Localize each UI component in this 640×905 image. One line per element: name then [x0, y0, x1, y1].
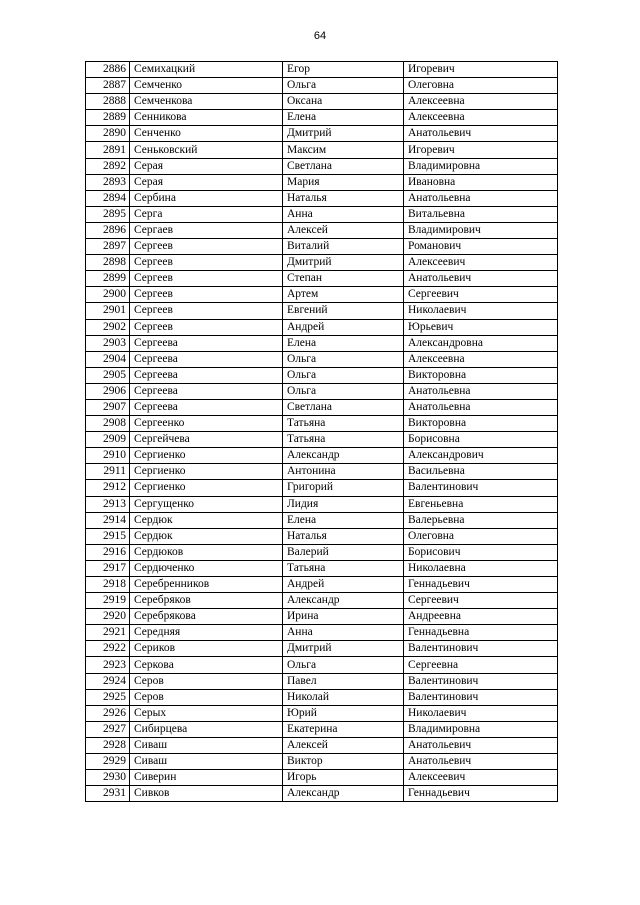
first-name-cell: Игорь: [283, 770, 404, 786]
patronymic-cell: Владимировна: [404, 158, 558, 174]
row-number-cell: 2905: [86, 367, 130, 383]
last-name-cell: Серебренников: [130, 577, 283, 593]
table-row: [86, 335, 558, 351]
first-name-cell: Ольга: [283, 367, 404, 383]
patronymic-cell: Олеговна: [404, 78, 558, 94]
last-name-cell: Серая: [130, 158, 283, 174]
row-number-cell: 2917: [86, 560, 130, 576]
row-number-cell: 2897: [86, 239, 130, 255]
last-name-cell: Сергейчева: [130, 432, 283, 448]
patronymic-cell: Борисовна: [404, 432, 558, 448]
first-name-cell: Максим: [283, 142, 404, 158]
last-name-cell: Сердюченко: [130, 560, 283, 576]
patronymic-cell: Алексеевич: [404, 255, 558, 271]
row-number-cell: 2903: [86, 335, 130, 351]
patronymic-cell: Николаевна: [404, 560, 558, 576]
row-number-cell: 2911: [86, 464, 130, 480]
table-row: [86, 754, 558, 770]
first-name-cell: Павел: [283, 673, 404, 689]
row-number-cell: 2930: [86, 770, 130, 786]
row-number-cell: 2919: [86, 593, 130, 609]
table-row: [86, 222, 558, 238]
first-name-cell: Николай: [283, 689, 404, 705]
first-name-cell: Антонина: [283, 464, 404, 480]
row-number-cell: 2915: [86, 528, 130, 544]
first-name-cell: Ольга: [283, 657, 404, 673]
patronymic-cell: Алексеевна: [404, 351, 558, 367]
last-name-cell: Серебряков: [130, 593, 283, 609]
last-name-cell: Семихацкий: [130, 62, 283, 78]
table-row: [86, 62, 558, 78]
table-row: [86, 351, 558, 367]
last-name-cell: Сергеева: [130, 399, 283, 415]
row-number-cell: 2926: [86, 705, 130, 721]
first-name-cell: Алексей: [283, 737, 404, 753]
first-name-cell: Андрей: [283, 577, 404, 593]
row-number-cell: 2912: [86, 480, 130, 496]
row-number-cell: 2929: [86, 754, 130, 770]
patronymic-cell: Валентинович: [404, 641, 558, 657]
first-name-cell: Лидия: [283, 496, 404, 512]
last-name-cell: Сивков: [130, 786, 283, 802]
row-number-cell: 2892: [86, 158, 130, 174]
patronymic-cell: Анатольевич: [404, 126, 558, 142]
last-name-cell: Семченкова: [130, 94, 283, 110]
row-number-cell: 2893: [86, 174, 130, 190]
table-row: [86, 512, 558, 528]
table-row: [86, 271, 558, 287]
patronymic-cell: Николаевич: [404, 303, 558, 319]
first-name-cell: Светлана: [283, 399, 404, 415]
patronymic-cell: Анатольевна: [404, 383, 558, 399]
table-row: [86, 303, 558, 319]
table-row: [86, 625, 558, 641]
table-row: [86, 673, 558, 689]
patronymic-cell: Валентинович: [404, 673, 558, 689]
row-number-cell: 2899: [86, 271, 130, 287]
last-name-cell: Сердюк: [130, 528, 283, 544]
last-name-cell: Сердюк: [130, 512, 283, 528]
first-name-cell: Дмитрий: [283, 641, 404, 657]
first-name-cell: Александр: [283, 448, 404, 464]
first-name-cell: Дмитрий: [283, 126, 404, 142]
first-name-cell: Дмитрий: [283, 255, 404, 271]
table-row: [86, 448, 558, 464]
table-row: [86, 641, 558, 657]
patronymic-cell: Игоревич: [404, 62, 558, 78]
last-name-cell: Сергеенко: [130, 416, 283, 432]
first-name-cell: Анна: [283, 206, 404, 222]
last-name-cell: Сергеев: [130, 303, 283, 319]
first-name-cell: Светлана: [283, 158, 404, 174]
row-number-cell: 2928: [86, 737, 130, 753]
last-name-cell: Серая: [130, 174, 283, 190]
table-row: [86, 432, 558, 448]
last-name-cell: Серкова: [130, 657, 283, 673]
last-name-cell: Сиваш: [130, 737, 283, 753]
first-name-cell: Екатерина: [283, 721, 404, 737]
patronymic-cell: Геннадьевич: [404, 786, 558, 802]
last-name-cell: Сенникова: [130, 110, 283, 126]
row-number-cell: 2888: [86, 94, 130, 110]
row-number-cell: 2904: [86, 351, 130, 367]
first-name-cell: Юрий: [283, 705, 404, 721]
last-name-cell: Сергеева: [130, 335, 283, 351]
patronymic-cell: Сергеевич: [404, 287, 558, 303]
last-name-cell: Сергеева: [130, 367, 283, 383]
table-row: [86, 287, 558, 303]
row-number-cell: 2901: [86, 303, 130, 319]
last-name-cell: Серга: [130, 206, 283, 222]
row-number-cell: 2918: [86, 577, 130, 593]
table-row: [86, 110, 558, 126]
patronymic-cell: Евгеньевна: [404, 496, 558, 512]
last-name-cell: Сергиенко: [130, 480, 283, 496]
table-row: [86, 705, 558, 721]
first-name-cell: Татьяна: [283, 416, 404, 432]
table-row: [86, 190, 558, 206]
last-name-cell: Сибирцева: [130, 721, 283, 737]
row-number-cell: 2920: [86, 609, 130, 625]
first-name-cell: Ольга: [283, 351, 404, 367]
patronymic-cell: Александрович: [404, 448, 558, 464]
last-name-cell: Сердюков: [130, 544, 283, 560]
row-number-cell: 2908: [86, 416, 130, 432]
table-row: [86, 255, 558, 271]
first-name-cell: Алексей: [283, 222, 404, 238]
last-name-cell: Серов: [130, 673, 283, 689]
table-row: [86, 544, 558, 560]
patronymic-cell: Алексеевна: [404, 94, 558, 110]
first-name-cell: Анна: [283, 625, 404, 641]
row-number-cell: 2914: [86, 512, 130, 528]
patronymic-cell: Анатольевич: [404, 271, 558, 287]
table-row: [86, 528, 558, 544]
row-number-cell: 2889: [86, 110, 130, 126]
patronymic-cell: Геннадьевна: [404, 625, 558, 641]
last-name-cell: Серебрякова: [130, 609, 283, 625]
first-name-cell: Евгений: [283, 303, 404, 319]
first-name-cell: Ирина: [283, 609, 404, 625]
table-row: [86, 657, 558, 673]
row-number-cell: 2891: [86, 142, 130, 158]
patronymic-cell: Васильевна: [404, 464, 558, 480]
table-row: [86, 383, 558, 399]
roster-table-body: [86, 62, 558, 802]
table-row: [86, 609, 558, 625]
row-number-cell: 2925: [86, 689, 130, 705]
patronymic-cell: Анатольевна: [404, 399, 558, 415]
roster-table: [85, 61, 558, 802]
first-name-cell: Наталья: [283, 190, 404, 206]
last-name-cell: Сиваш: [130, 754, 283, 770]
table-row: [86, 206, 558, 222]
first-name-cell: Степан: [283, 271, 404, 287]
table-row: [86, 416, 558, 432]
table-row: [86, 560, 558, 576]
first-name-cell: Ольга: [283, 78, 404, 94]
last-name-cell: Сергиенко: [130, 448, 283, 464]
table-row: [86, 399, 558, 415]
last-name-cell: Сергущенко: [130, 496, 283, 512]
table-row: [86, 367, 558, 383]
table-row: [86, 142, 558, 158]
row-number-cell: 2887: [86, 78, 130, 94]
table-row: [86, 689, 558, 705]
patronymic-cell: Геннадьевич: [404, 577, 558, 593]
patronymic-cell: Валентинович: [404, 480, 558, 496]
row-number-cell: 2923: [86, 657, 130, 673]
row-number-cell: 2898: [86, 255, 130, 271]
first-name-cell: Александр: [283, 786, 404, 802]
row-number-cell: 2913: [86, 496, 130, 512]
patronymic-cell: Андреевна: [404, 609, 558, 625]
row-number-cell: 2894: [86, 190, 130, 206]
table-row: [86, 496, 558, 512]
first-name-cell: Елена: [283, 110, 404, 126]
patronymic-cell: Игоревич: [404, 142, 558, 158]
table-row: [86, 126, 558, 142]
last-name-cell: Сергеев: [130, 287, 283, 303]
row-number-cell: 2931: [86, 786, 130, 802]
patronymic-cell: Борисович: [404, 544, 558, 560]
first-name-cell: Виктор: [283, 754, 404, 770]
first-name-cell: Артем: [283, 287, 404, 303]
last-name-cell: Сергеев: [130, 319, 283, 335]
table-row: [86, 158, 558, 174]
first-name-cell: Елена: [283, 512, 404, 528]
first-name-cell: Егор: [283, 62, 404, 78]
patronymic-cell: Владимирович: [404, 222, 558, 238]
patronymic-cell: Сергеевна: [404, 657, 558, 673]
table-row: [86, 577, 558, 593]
row-number-cell: 2906: [86, 383, 130, 399]
page-number: 64: [313, 30, 327, 42]
row-number-cell: 2910: [86, 448, 130, 464]
patronymic-cell: Анатольевич: [404, 754, 558, 770]
last-name-cell: Сергеева: [130, 351, 283, 367]
last-name-cell: Сергеева: [130, 383, 283, 399]
patronymic-cell: Юрьевич: [404, 319, 558, 335]
table-row: [86, 786, 558, 802]
last-name-cell: Середняя: [130, 625, 283, 641]
last-name-cell: Серов: [130, 689, 283, 705]
first-name-cell: Елена: [283, 335, 404, 351]
last-name-cell: Сенченко: [130, 126, 283, 142]
last-name-cell: Сеньковский: [130, 142, 283, 158]
patronymic-cell: Алексеевич: [404, 770, 558, 786]
row-number-cell: 2927: [86, 721, 130, 737]
table-row: [86, 593, 558, 609]
first-name-cell: Оксана: [283, 94, 404, 110]
patronymic-cell: Анатольевна: [404, 190, 558, 206]
last-name-cell: Сериков: [130, 641, 283, 657]
last-name-cell: Сергеев: [130, 239, 283, 255]
table-row: [86, 78, 558, 94]
patronymic-cell: Сергеевич: [404, 593, 558, 609]
last-name-cell: Семченко: [130, 78, 283, 94]
last-name-cell: Сиверин: [130, 770, 283, 786]
patronymic-cell: Викторовна: [404, 367, 558, 383]
last-name-cell: Сербина: [130, 190, 283, 206]
row-number-cell: 2916: [86, 544, 130, 560]
patronymic-cell: Александровна: [404, 335, 558, 351]
first-name-cell: Валерий: [283, 544, 404, 560]
patronymic-cell: Владимировна: [404, 721, 558, 737]
last-name-cell: Сергиенко: [130, 464, 283, 480]
table-row: [86, 319, 558, 335]
row-number-cell: 2907: [86, 399, 130, 415]
patronymic-cell: Олеговна: [404, 528, 558, 544]
table-row: [86, 94, 558, 110]
patronymic-cell: Витальевна: [404, 206, 558, 222]
first-name-cell: Татьяна: [283, 560, 404, 576]
table-row: [86, 480, 558, 496]
row-number-cell: 2890: [86, 126, 130, 142]
row-number-cell: 2909: [86, 432, 130, 448]
last-name-cell: Сергеев: [130, 271, 283, 287]
last-name-cell: Сергеев: [130, 255, 283, 271]
first-name-cell: Виталий: [283, 239, 404, 255]
table-row: [86, 737, 558, 753]
patronymic-cell: Анатольевич: [404, 737, 558, 753]
table-row: [86, 239, 558, 255]
row-number-cell: 2896: [86, 222, 130, 238]
first-name-cell: Александр: [283, 593, 404, 609]
patronymic-cell: Викторовна: [404, 416, 558, 432]
first-name-cell: Мария: [283, 174, 404, 190]
patronymic-cell: Алексеевна: [404, 110, 558, 126]
last-name-cell: Сергаев: [130, 222, 283, 238]
patronymic-cell: Валентинович: [404, 689, 558, 705]
row-number-cell: 2886: [86, 62, 130, 78]
table-row: [86, 721, 558, 737]
first-name-cell: Андрей: [283, 319, 404, 335]
patronymic-cell: Романович: [404, 239, 558, 255]
row-number-cell: 2922: [86, 641, 130, 657]
first-name-cell: Наталья: [283, 528, 404, 544]
first-name-cell: Татьяна: [283, 432, 404, 448]
last-name-cell: Серых: [130, 705, 283, 721]
table-row: [86, 174, 558, 190]
row-number-cell: 2902: [86, 319, 130, 335]
table-row: [86, 770, 558, 786]
row-number-cell: 2895: [86, 206, 130, 222]
first-name-cell: Григорий: [283, 480, 404, 496]
first-name-cell: Ольга: [283, 383, 404, 399]
row-number-cell: 2900: [86, 287, 130, 303]
row-number-cell: 2921: [86, 625, 130, 641]
patronymic-cell: Валерьевна: [404, 512, 558, 528]
row-number-cell: 2924: [86, 673, 130, 689]
patronymic-cell: Ивановна: [404, 174, 558, 190]
patronymic-cell: Николаевич: [404, 705, 558, 721]
table-row: [86, 464, 558, 480]
